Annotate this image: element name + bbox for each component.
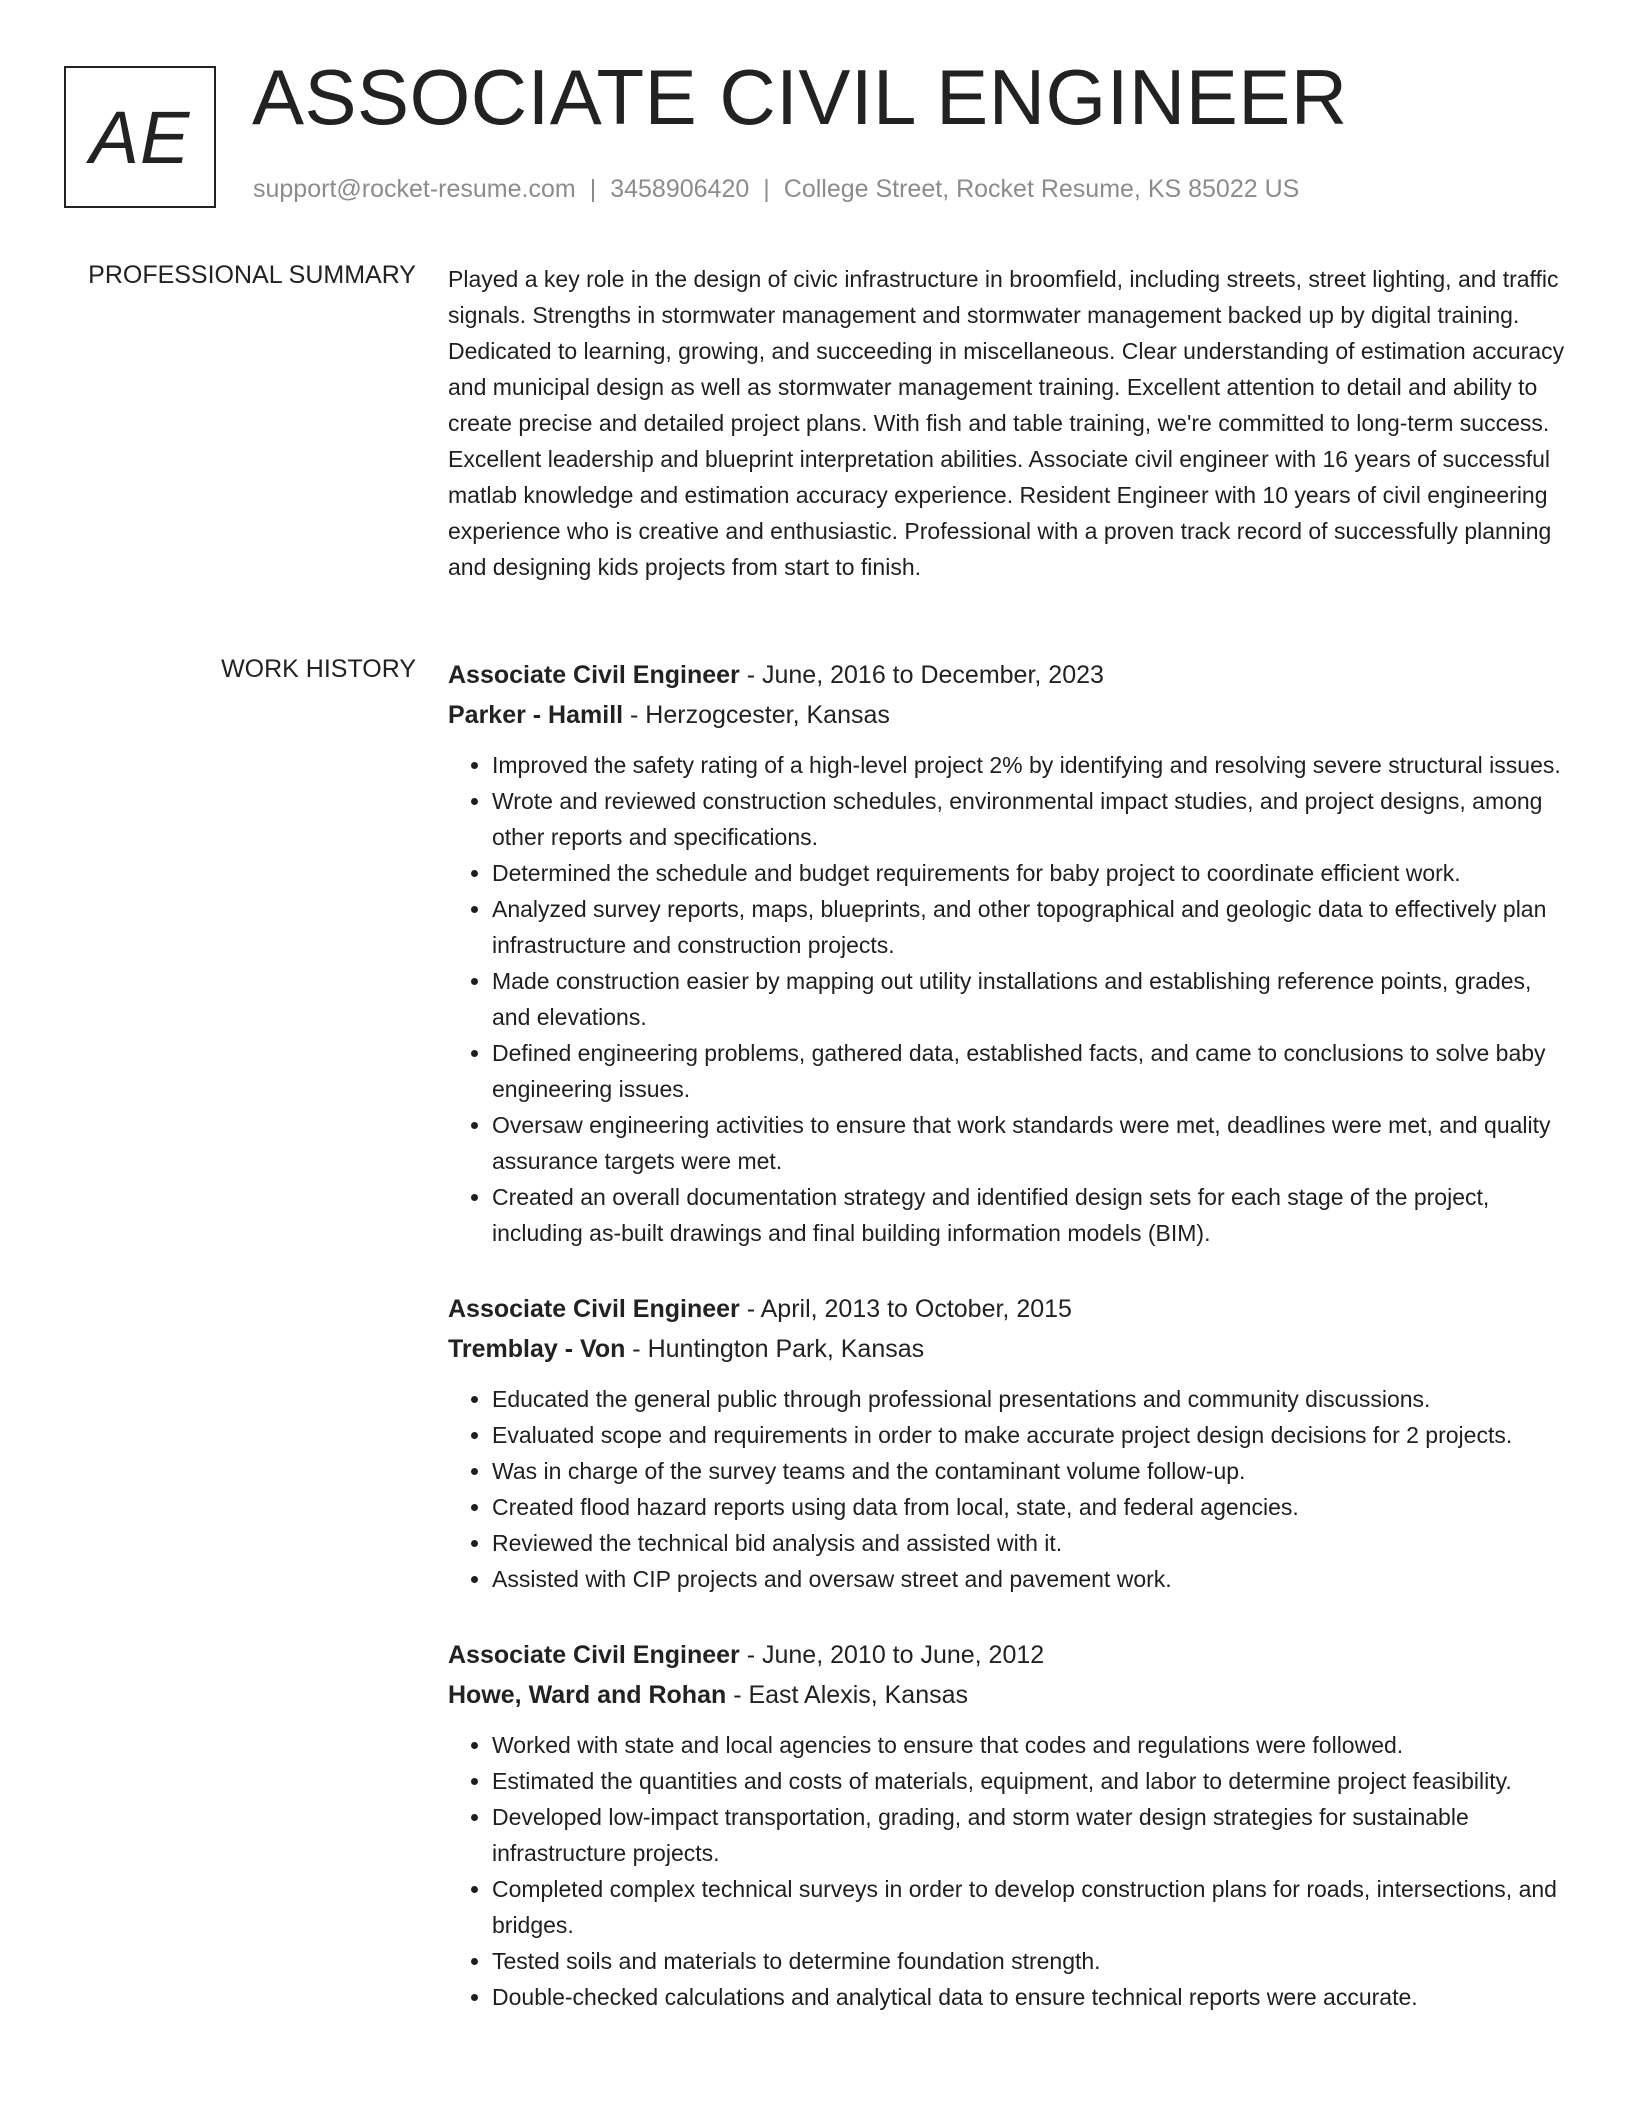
job-entry [448, 1289, 1572, 1597]
initials-text: AE [89, 95, 191, 179]
job-bullet: • Made construction easier by mapping out utility installations and establishing reference points, grades, and elevations. [492, 963, 1572, 1035]
section-label-work-history: WORK HISTORY [221, 655, 416, 683]
job-bullet: • Oversaw engineering activities to ensure that work standards were met, deadlines were met, and quality assurance targets were met. [492, 1107, 1572, 1179]
job-bullet: • Double-checked calculations and analytical data to ensure technical reports were accurate. [492, 1979, 1572, 2015]
job-dates: - June, 2016 to December, 2023 [739, 661, 1104, 689]
job-title-line [448, 655, 1572, 695]
job-role: Associate Civil Engineer [448, 1641, 740, 1669]
professional-summary-text: Played a key role in the design of civic infrastructure in broomfield, including streets, street lighting, and traffic signals. Strengths in stormwater management and stormwater management backed up by digital training. Dedicated to learning, growing, and succeeding in miscellaneous. Clear understanding of estimation accuracy and municipal design as well as stormwater management training. Excellent attention to detail and ability to create precise and detailed project plans. With fish and table training, we're committed to long-term success. Excellent leadership and blueprint interpretation abilities. Associate civil engineer with 16 years of successful matlab knowledge and estimation accuracy experience. Resident Engineer with 10 years of civil engineering experience who is creative and enthusiastic. Professional with a proven track record of successfully planning and designing kids projects from start to finish. [448, 266, 1565, 580]
job-bullet: • Determined the schedule and budget requirements for baby project to coordinate efficient work. [492, 855, 1572, 891]
contact-separator: | [763, 175, 770, 203]
job-location: - Herzogcester, Kansas [623, 701, 890, 729]
job-bullet: • Wrote and reviewed construction schedules, environmental impact studies, and project designs, among other reports and specifications. [492, 783, 1572, 855]
job-bullet: • Completed complex technical surveys in order to develop construction plans for roads, intersections, and bridges. [492, 1871, 1572, 1943]
contact-line [253, 175, 1299, 204]
job-entry [448, 1635, 1572, 2015]
job-company-line [448, 1675, 1572, 1715]
job-entry [448, 655, 1572, 1251]
contact-email: support@rocket-resume.com [253, 175, 576, 203]
job-company: Parker - Hamill [448, 701, 624, 729]
job-bullet: • Analyzed survey reports, maps, blueprints, and other topographical and geologic data to effectively plan infrastructure and construction projects. [492, 891, 1572, 963]
job-bullet: • Created flood hazard reports using data from local, state, and federal agencies. [492, 1489, 1572, 1525]
job-bullet: • Tested soils and materials to determine foundation strength. [492, 1943, 1572, 1979]
job-bullet-list [448, 747, 1572, 1251]
job-bullet: • Worked with state and local agencies to ensure that codes and regulations were followed. [492, 1727, 1572, 1763]
job-bullet: • Estimated the quantities and costs of materials, equipment, and labor to determine project feasibility. [492, 1763, 1572, 1799]
job-bullet: • Reviewed the technical bid analysis and assisted with it. [492, 1525, 1572, 1561]
job-company-line [448, 1329, 1572, 1369]
job-bullet: • Assisted with CIP projects and oversaw street and pavement work. [492, 1561, 1572, 1597]
job-bullet: • Created an overall documentation strategy and identified design sets for each stage of the project, including as-built drawings and final building information models (BIM). [492, 1179, 1572, 1251]
job-bullet-list [448, 1381, 1572, 1597]
job-bullet: • Was in charge of the survey teams and the contaminant volume follow-up. [492, 1453, 1572, 1489]
job-title-line [448, 1289, 1572, 1329]
contact-phone: 3458906420 [610, 175, 750, 203]
resume-title: ASSOCIATE CIVIL ENGINEER [252, 53, 1348, 141]
job-role: Associate Civil Engineer [448, 1295, 740, 1323]
job-title-line [448, 1635, 1572, 1675]
job-bullet: • Evaluated scope and requirements in order to make accurate project design decisions for 2 projects. [492, 1417, 1572, 1453]
job-bullet: • Developed low-impact transportation, grading, and storm water design strategies for sustainable infrastructure projects. [492, 1799, 1572, 1871]
initials-monogram [64, 66, 216, 208]
job-dates: - April, 2013 to October, 2015 [739, 1295, 1072, 1323]
job-bullet: • Defined engineering problems, gathered data, established facts, and came to conclusions to solve baby engineering issues. [492, 1035, 1572, 1107]
contact-address: College Street, Rocket Resume, KS 85022 US [783, 175, 1300, 203]
job-bullet-list [448, 1727, 1572, 2015]
job-bullet: • Improved the safety rating of a high-level project 2% by identifying and resolving severe structural issues. [492, 747, 1572, 783]
job-company: Howe, Ward and Rohan [448, 1681, 727, 1709]
job-company-line [448, 695, 1572, 735]
job-location: - Huntington Park, Kansas [625, 1335, 925, 1363]
job-dates: - June, 2010 to June, 2012 [739, 1641, 1045, 1669]
contact-separator: | [589, 175, 597, 203]
section-label-professional-summary: PROFESSIONAL SUMMARY [88, 261, 416, 289]
job-bullet: • Educated the general public through professional presentations and community discussions. [492, 1381, 1572, 1417]
job-location: - East Alexis, Kansas [726, 1681, 969, 1709]
work-history-list [448, 655, 1572, 2053]
job-company: Tremblay - Von [448, 1335, 626, 1363]
job-role: Associate Civil Engineer [448, 661, 740, 689]
